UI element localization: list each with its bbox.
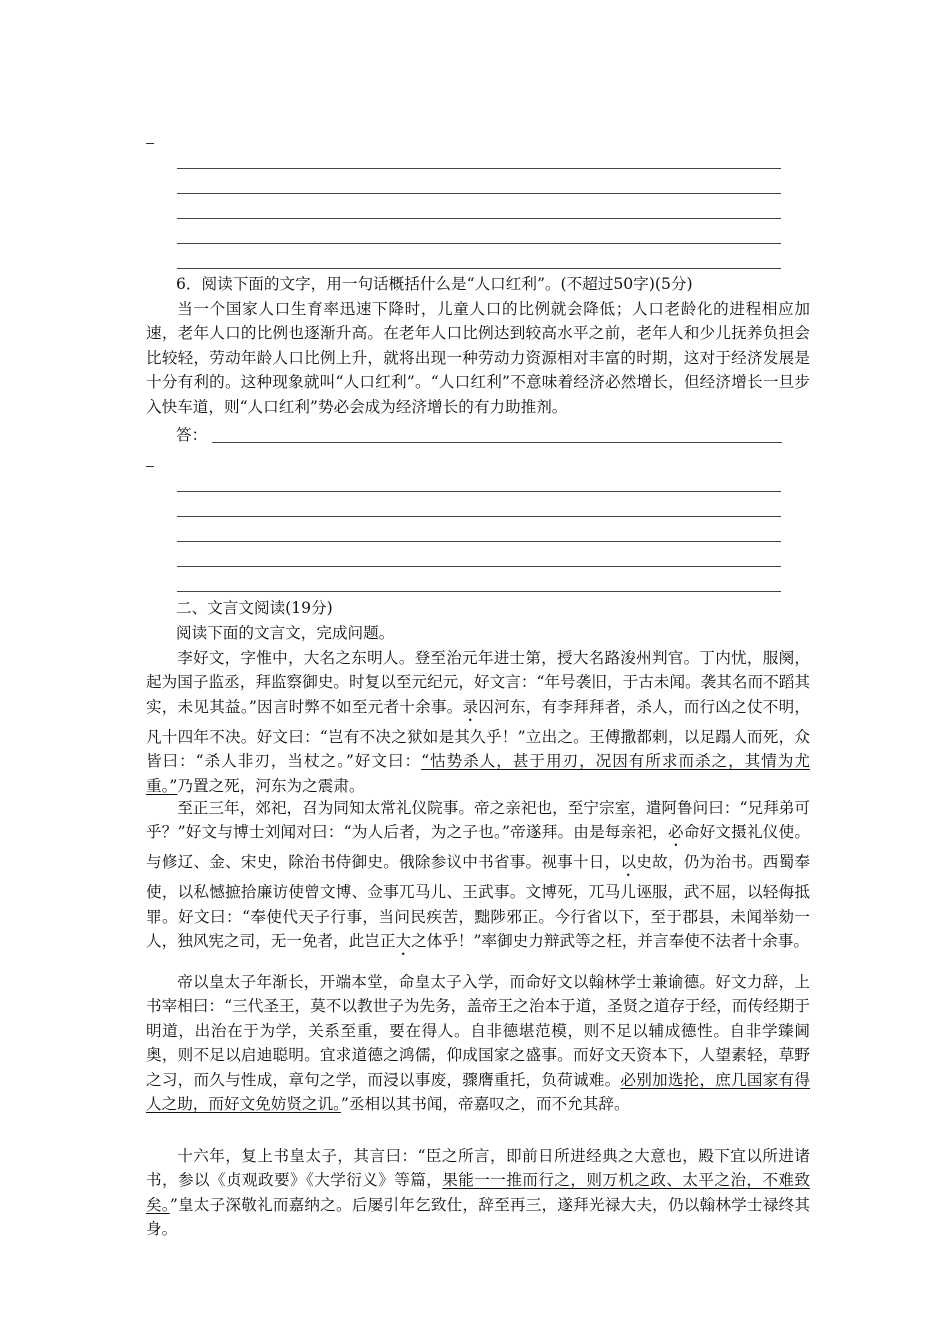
answer-line[interactable]: [177, 168, 781, 169]
underlined-sentence: “怙势杀人，甚于用刃，况因有所求而杀之，其情为尤重。”: [146, 752, 810, 795]
stray-dash: [146, 143, 154, 144]
answer-line[interactable]: [177, 268, 781, 269]
dotted-char: 录: [462, 697, 479, 716]
answer-line[interactable]: [177, 491, 781, 492]
classical-paragraph-4: 十六年，复上书皇太子，其言曰：“臣之所言，即前日所进经典之大意也，殿下宜以所进诸书，参以《贞观政要》《大学衍义》等篇，果能一一推而行之，则万机之政、太平之治，不难致矣。”皇太子深敬礼而嘉纳之。后屡引年乞致仕，辞至再三，遂拜光禄大夫，仍以翰林学士禄终其身。: [146, 1147, 810, 1239]
answer-line[interactable]: [177, 516, 781, 517]
answer-line[interactable]: [177, 243, 781, 244]
dotted-char: 大: [395, 932, 412, 951]
answer-input-line[interactable]: [212, 442, 782, 443]
section-instruction: 阅读下面的文言文，完成问题。: [176, 624, 395, 642]
classical-paragraph-1: 李好文，字惟中，大名之东明人。登至治元年进士第，授大名路浚州判官。丁内忧，服阕，起为国子监丞，拜监察御史。时复以至元纪元，好文言：“年号袭旧，于古未闻。袭其名而不蹈其实，未见其益。”因言时弊不如至元者十余事。录囚河东，有李拜拜者，杀人，而行凶之仗不明，凡十四年不决。好文曰：“岂有不决之狱如是其久乎！”立出之。王傅撒都剌，以足蹋人而死，众皆曰：“杀人非刃，当杖之。”好文曰：“怙势杀人，甚于用刃，况因有所求而杀之，其情为尤重。”乃置之死，河东为之震肃。: [146, 649, 810, 795]
section-heading: 二、文言文阅读(19分): [176, 599, 333, 617]
question-6-passage: 当一个国家人口生育率迅速下降时，儿童人口的比例就会降低；人口老龄化的进程相应加速，老年人口的比例也逐渐升高。在老年人口比例达到较高水平之前，老年人和少儿抚养负担会比较轻，劳动年龄人口比例上升，就将出现一种劳动力资源相对丰富的时期，这对于经济发展是十分有利的。这种现象就叫“人口红利”。“人口红利”不意味着经济必然增长，但经济增长一旦步入快车道，则“人口红利”势必会成为经济增长的有力助推剂。: [146, 300, 810, 416]
classical-paragraph-3: 帝以皇太子年渐长，开端本堂，命皇太子入学，而命好文以翰林学士兼谕德。好文力辞，上书宰相曰：“三代圣王，莫不以教世子为先务，盖帝王之治本于道，圣贤之道存于经，而传经期于明道，出治在于为学，关系至重，要在得人。自非德堪范模，则不足以辅成德性。自非学臻阃奥，则不足以启迪聪明。宜求道德之鸿儒，仰成国家之盛事。而好文天资本下，人望素轻，草野之习，而久与性成，章句之学，而浸以事废，骤膺重托，负荷诚难。必别加选抡，庶几国家有得人之助，而好文免妨贤之讥。”丞相以其书闻，帝嘉叹之，而不允其辞。: [146, 973, 810, 1114]
answer-label: 答：: [176, 426, 208, 444]
answer-line[interactable]: [177, 218, 781, 219]
answer-line[interactable]: [177, 566, 781, 567]
underlined-sentence: 果能一一推而行之，则万机之政、太平之治，不难致矣。: [146, 1171, 810, 1214]
question-6-title: 6．阅读下面的文字，用一句话概括什么是“人口红利”。(不超过50字)(5分): [176, 275, 693, 293]
answer-line[interactable]: [177, 541, 781, 542]
answer-line[interactable]: [177, 591, 781, 592]
dotted-char: 必: [668, 823, 684, 842]
classical-paragraph-2: 至正三年，郊祀，召为同知太常礼仪院事。帝之亲祀也，至宁宗室，遣阿鲁问曰：“兄拜弟可乎？”好文与博士刘闻对曰：“为人后者，为之子也。”帝遂拜。由是每亲祀，必命好文摄礼仪使。与修辽、金、宋史，除治书侍御史。俄除参议中书省事。视事十日，以史故，仍为治书。西蜀奉使，以私憾摭拾廉访使曾文博、佥事兀马儿、王武事。文博死，兀马儿诬服，武不屈，以轻侮抵罪。好文曰：“奉使代天子行事，当问民疾苦，黜陟邪正。今行省以下，至于郡县，未闻举劾一人，独风宪之司，无一免者，此岂正大之体乎！”率御史力辩武等之枉，并言奉使不法者十余事。: [146, 799, 810, 951]
answer-line[interactable]: [177, 193, 781, 194]
stray-dash: [146, 466, 154, 467]
dotted-char: 以: [620, 853, 637, 872]
underlined-sentence: 必别加选抡，庶几国家有得人之助，而好文免妨贤之讥。: [146, 1070, 810, 1114]
